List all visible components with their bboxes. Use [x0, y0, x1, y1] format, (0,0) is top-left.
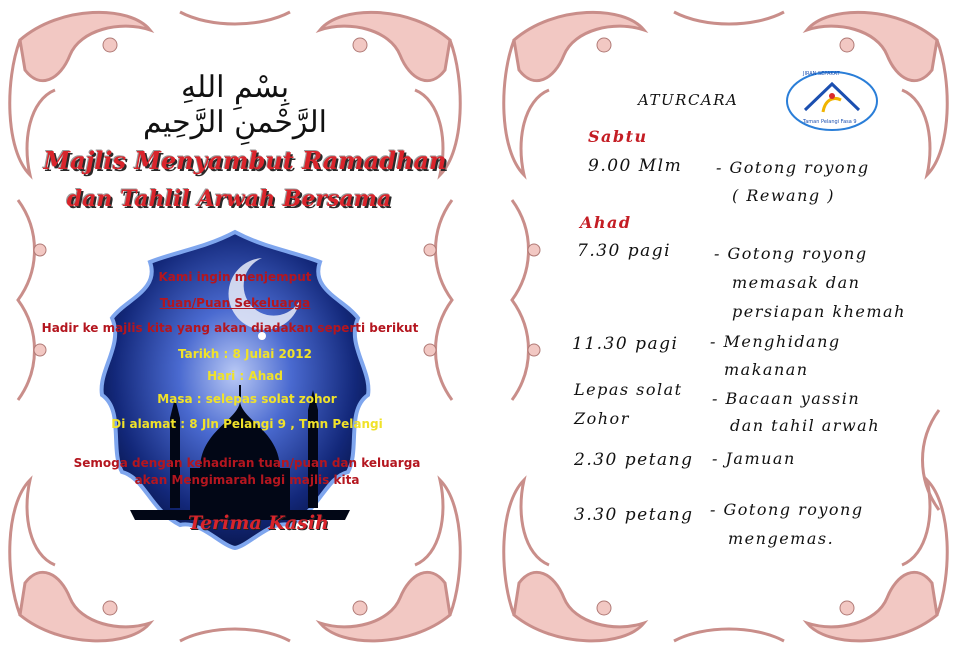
program-activity-4b: dan tahil arwah — [730, 416, 880, 435]
program-activity-2c: persiapan khemah — [732, 302, 906, 321]
program-activity-1b: ( Rewang ) — [732, 186, 835, 205]
program-activity-6b: mengemas. — [728, 529, 835, 548]
community-logo — [785, 70, 879, 132]
program-time-4: Lepas solat — [574, 380, 683, 399]
page-gutter — [470, 0, 494, 653]
program-activity-4: - Bacaan yassin — [712, 389, 861, 408]
program-time-4b: Zohor — [574, 409, 630, 428]
event-title-line-2: dan Tahlil Arwah Bersama — [66, 186, 392, 212]
invitation-card — [0, 0, 470, 653]
program-heading: ATURCARA — [638, 91, 739, 109]
event-day: Hari : Ahad — [207, 369, 283, 383]
program-activity-3b: makanan — [724, 360, 809, 379]
program-time-2: 7.30 pagi — [577, 241, 672, 261]
program-time-5: 2.30 petang — [574, 450, 694, 470]
event-time: Masa : selepas solat zohor — [157, 392, 337, 406]
logo-bottom-text: Taman Pelangi Fasa 9 — [803, 119, 857, 125]
closing-line-2: akan Mengimarah lagi majlis kita — [134, 473, 360, 487]
bismillah-calligraphy: بِسْمِ اللهِ الرَّحْمنِ الرَّحِيم — [143, 70, 327, 140]
program-time-6: 3.30 petang — [574, 505, 694, 525]
event-title-line-1: Majlis Menyambut Ramadhan — [43, 146, 447, 175]
invite-text: Kami ingin menjemput — [158, 270, 312, 284]
invite-guests: Tuan/Puan Sekeluarga — [159, 296, 311, 310]
program-time-3: 11.30 pagi — [572, 334, 679, 354]
closing-line-1: Semoga dengan kehadiran tuan/puan dan keluarga — [73, 456, 421, 470]
logo-top-text: JIRAN SEPAKAT — [803, 71, 840, 77]
program-activity-2: - Gotong royong — [714, 244, 868, 263]
program-activity-6: - Gotong royong — [710, 500, 864, 519]
program-activity-3: - Menghidang — [710, 332, 841, 351]
program-activity-2b: memasak dan — [732, 273, 861, 292]
day-saturday: Sabtu — [588, 127, 648, 146]
program-activity-5: - Jamuan — [712, 449, 796, 468]
thank-you-text: Terima Kasih — [188, 512, 329, 534]
invite-details-intro: Hadir ke majlis kita yang akan diadakan seperti berikut — [41, 321, 419, 335]
program-activity-1: - Gotong royong — [716, 158, 870, 177]
event-date: Tarikh : 8 Julai 2012 — [178, 347, 312, 361]
program-time-1: 9.00 Mlm — [588, 156, 683, 176]
event-address: Di alamat : 8 Jln Pelangi 9 , Tmn Pelangi — [111, 417, 383, 431]
day-sunday: Ahad — [580, 213, 632, 232]
